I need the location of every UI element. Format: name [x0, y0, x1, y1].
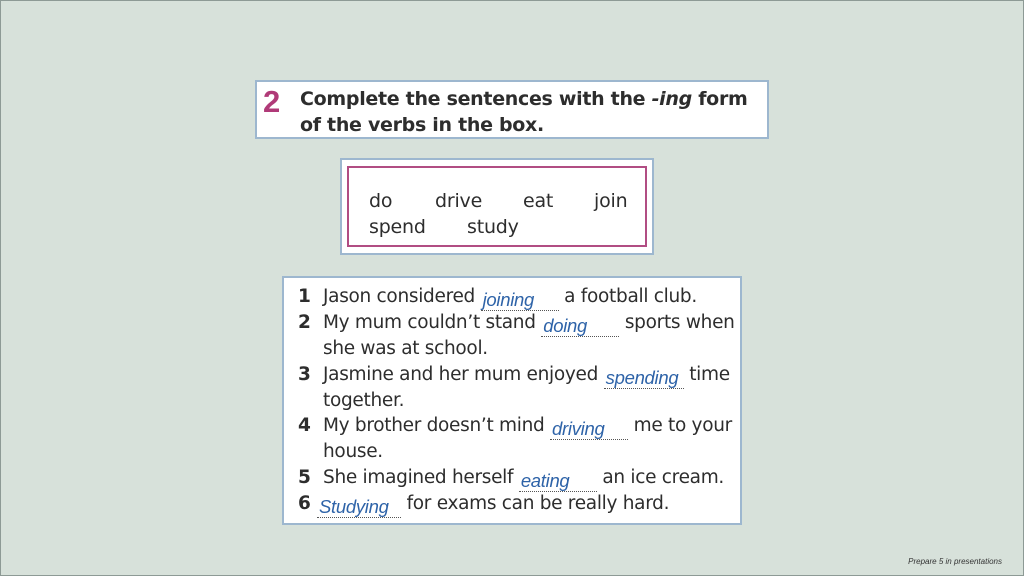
- sentence-after: me to your: [628, 415, 732, 436]
- sentence-before: She imagined herself: [323, 467, 519, 488]
- sentence-after: a football club.: [558, 286, 697, 307]
- word-box-word: study: [467, 216, 519, 238]
- instruction-text-before: Complete the sentences with the: [300, 88, 652, 110]
- sentence-line2: she was at school.: [323, 338, 488, 359]
- word-box-card: [340, 158, 654, 255]
- sentence-before: Jasmine and her mum enjoyed: [323, 364, 604, 385]
- sentence-number: 6: [298, 493, 311, 514]
- sentence-before: My mum couldn’t stand: [323, 312, 542, 333]
- sentence-text: [323, 364, 730, 388]
- word-box-word: eat: [523, 190, 554, 212]
- sentence-text: [323, 312, 735, 336]
- instruction-card: [255, 80, 769, 139]
- answer-blank: eating: [519, 471, 597, 492]
- word-box-word: do: [369, 190, 393, 212]
- answer-blank: Studying: [317, 497, 401, 518]
- sentence-number: 3: [298, 364, 311, 385]
- sentence-after: time: [683, 364, 730, 385]
- answer-blank: spending: [604, 368, 684, 389]
- sentence-text: [323, 415, 732, 439]
- sentence-number: 2: [298, 312, 311, 333]
- sentence-number: 4: [298, 415, 311, 436]
- answer-blank: driving: [550, 419, 628, 440]
- sentences-card: [282, 276, 742, 525]
- sentence-number: 1: [298, 286, 311, 307]
- sentence-text: [323, 286, 697, 310]
- sentence-after: sports when: [619, 312, 735, 333]
- answer-blank: joining: [481, 290, 559, 311]
- instruction-text: [300, 86, 760, 138]
- sentence-text: [317, 493, 670, 517]
- answer-blank: doing: [541, 316, 619, 337]
- sentence-text: [323, 467, 725, 491]
- sentence-line2: house.: [323, 441, 383, 462]
- sentence-before: Jason considered: [323, 286, 481, 307]
- word-box: [347, 166, 647, 247]
- sentence-after: an ice cream.: [596, 467, 725, 488]
- exercise-number: 2: [263, 84, 281, 119]
- sentence-number: 5: [298, 467, 311, 488]
- sentence-before: My brother doesn’t mind: [323, 415, 551, 436]
- word-box-word: join: [594, 190, 628, 212]
- footer-note: Prepare 5 in presentations: [908, 557, 1002, 566]
- sentence-line2: together.: [323, 390, 405, 411]
- word-box-word: drive: [435, 190, 483, 212]
- word-box-word: spend: [369, 216, 426, 238]
- sentence-after: for exams can be really hard.: [401, 493, 670, 514]
- instruction-text-italic: -ing: [651, 88, 692, 110]
- instruction-text-after: form of the verbs in the box.: [300, 88, 748, 136]
